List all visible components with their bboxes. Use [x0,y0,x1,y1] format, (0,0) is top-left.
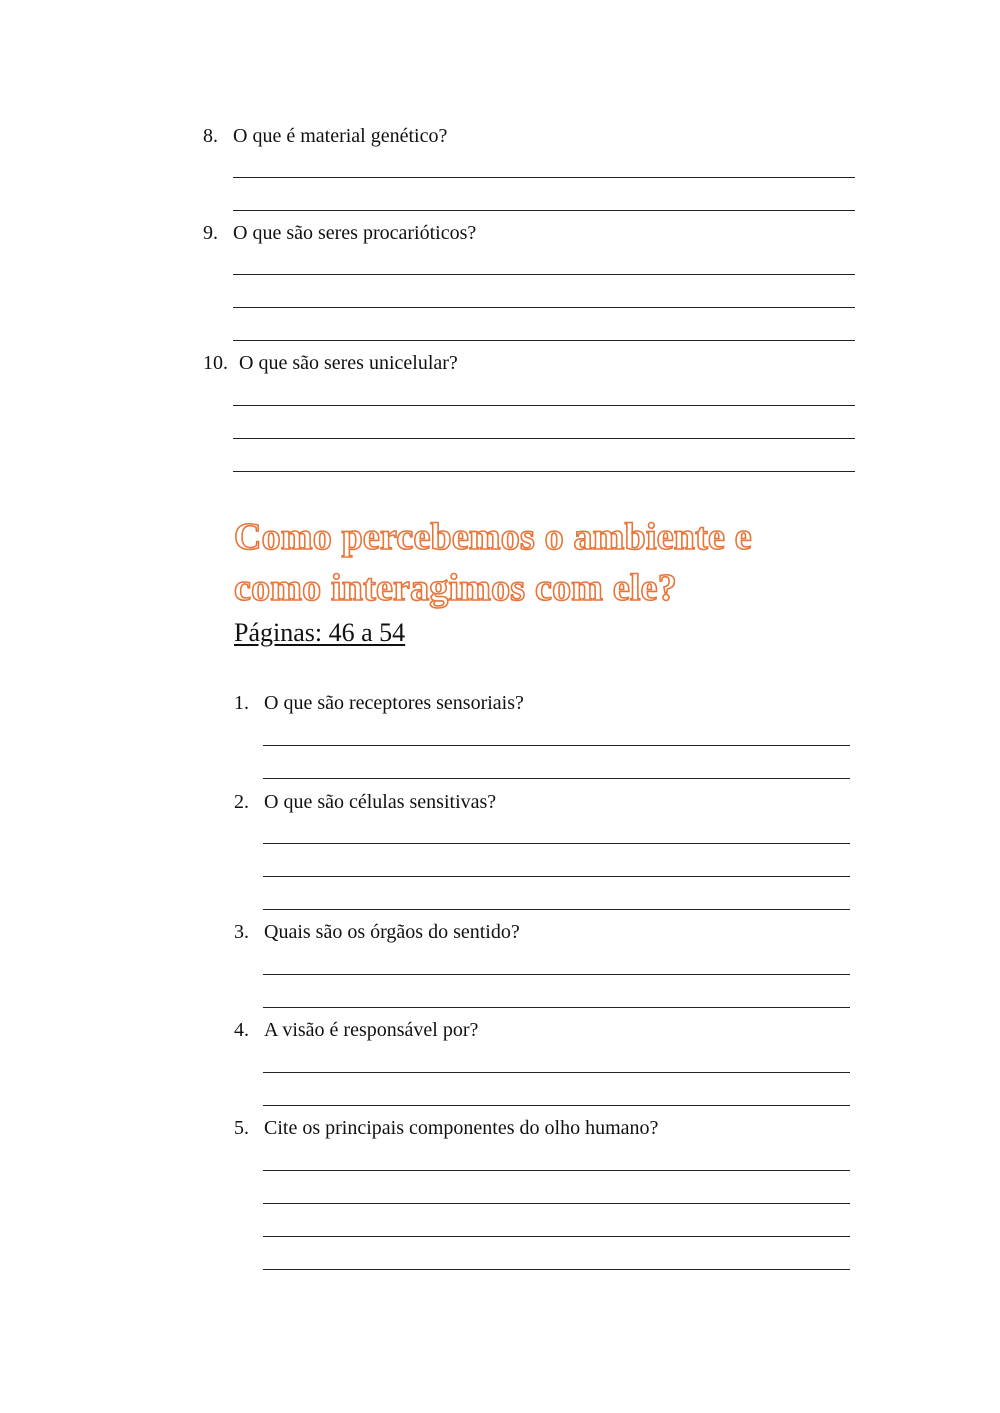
answer-line[interactable] [263,843,850,844]
question-number: 2. [234,791,249,813]
question-text: O que é material genético? [233,125,448,147]
answer-line[interactable] [233,177,855,178]
question-1 [234,691,524,715]
question-3 [234,920,520,944]
answer-line[interactable] [263,1203,850,1204]
pages-label: Páginas: 46 a 54 [234,618,406,647]
question-number: 8. [203,125,218,147]
answer-line[interactable] [233,274,855,275]
question-number: 4. [234,1019,249,1041]
section-title-line-2: como interagimos com ele? [234,567,677,609]
question-text: O que são células sensitivas? [264,791,497,813]
answer-line[interactable] [263,1072,850,1073]
answer-line[interactable] [263,909,850,910]
question-number: 3. [234,921,249,943]
question-text: Cite os principais componentes do olho humano? [264,1117,659,1139]
section-title [234,512,752,614]
question-4 [234,1018,478,1042]
question-text: O que são seres unicelular? [239,352,458,374]
answer-line[interactable] [263,1007,850,1008]
answer-line[interactable] [233,307,855,308]
answer-line[interactable] [263,778,850,779]
answer-line[interactable] [263,876,850,877]
question-8 [203,124,447,148]
section-title-line-1: Como percebemos o ambiente e [234,516,752,558]
question-text: O que são seres procarióticos? [233,222,477,244]
answer-line[interactable] [233,438,855,439]
question-text: Quais são os órgãos do sentido? [264,921,520,943]
answer-line[interactable] [263,974,850,975]
answer-line[interactable] [233,405,855,406]
answer-line[interactable] [233,340,855,341]
question-text: A visão é responsável por? [264,1019,479,1041]
answer-line[interactable] [233,471,855,472]
answer-line[interactable] [263,1105,850,1106]
answer-line[interactable] [233,210,855,211]
question-text: O que são receptores sensoriais? [264,692,524,714]
question-2 [234,790,496,814]
question-9 [203,221,476,245]
question-number: 5. [234,1117,249,1139]
question-number: 1. [234,692,249,714]
question-5 [234,1116,658,1140]
answer-line[interactable] [263,1236,850,1237]
question-10 [203,351,458,375]
question-number: 9. [203,222,218,244]
answer-line[interactable] [263,1170,850,1171]
answer-line[interactable] [263,745,850,746]
question-number: 10. [203,352,228,374]
answer-line[interactable] [263,1269,850,1270]
